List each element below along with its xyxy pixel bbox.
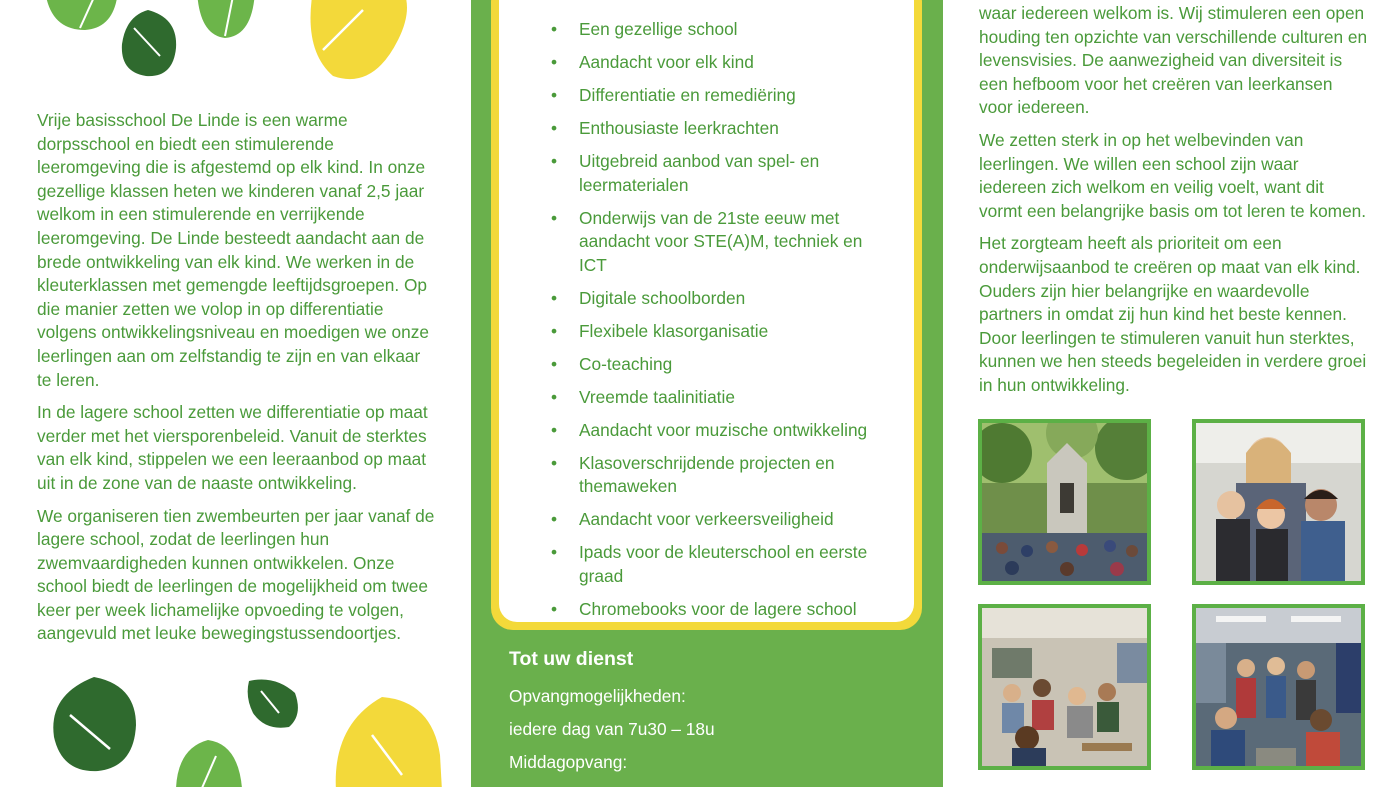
light-green-leaf-icon <box>172 738 244 787</box>
list-item: • Ipads voor de kleuterschool en eerste graad <box>551 541 891 588</box>
children-group-photo <box>1192 419 1365 585</box>
right-column <box>943 0 1400 787</box>
dark-green-leaf-icon <box>118 8 180 80</box>
right-paragraph: waar iedereen welkom is. Wij stimuleren een open houding ten opzichte van verschillende culturen en levensvisies. De aanwezigheid van diversiteit is een hefboom voor het creëren van leerkansen voor iedereen. <box>979 3 1368 118</box>
dark-green-leaf-icon <box>245 675 301 731</box>
light-green-leaf-icon <box>195 0 257 42</box>
chapel-in-woods-photo <box>978 419 1151 585</box>
list-item: • Klasoverschrijdende projecten en themaweken <box>551 452 891 499</box>
list-item: • Aandacht voor elk kind <box>551 51 891 75</box>
features-card-inner <box>499 0 914 622</box>
right-paragraph: We zetten sterk in op het welbevinden van leerlingen. We willen een school zijn waar iedereen zich welkom en veilig voelt, want dit vormt een belangrijke basis om tot leren te komen. <box>979 129 1367 221</box>
opvang-label: Opvangmogelijkheden: <box>509 686 686 706</box>
classroom-photo <box>978 604 1151 770</box>
middle-green-panel <box>471 0 943 787</box>
middag-label: Middagopvang: <box>509 752 628 772</box>
list-item: • Digitale schoolborden <box>551 287 891 311</box>
yellow-leaf-icon <box>332 695 444 787</box>
train-trip-photo <box>1192 604 1365 770</box>
list-item: • Enthousiaste leerkrachten <box>551 117 891 141</box>
service-section <box>509 648 909 784</box>
yellow-leaf-icon <box>303 0 413 84</box>
list-item: • Aandacht voor muzische ontwikkeling <box>551 419 891 443</box>
opvang-hours: iedere dag van 7u30 – 18u <box>509 719 715 739</box>
list-item: • Co-teaching <box>551 353 891 377</box>
service-title: Tot uw dienst <box>509 648 634 670</box>
list-item: • Flexibele klasorganisatie <box>551 320 891 344</box>
right-paragraph: Het zorgteam heeft als prioriteit om een onderwijsaanbod te creëren op maat van elk kind. Ouders zijn hier belangrijke en waardevolle partners in omdat zij hun kind het beste kennen. Door leerlingen te stimuleren vanuit hun sterktes, kunnen we hen steeds begeleiden in verdere groei in hun ontwikkeling. <box>979 233 1367 395</box>
intro-paragraph: We organiseren tien zwembeurten per jaar vanaf de lagere school, zodat de leerlingen hun zwemvaardigheden kunnen ontwikkelen. Onze school biedt de leerlingen de mogelijkheid om twee keer per week lichamelijke opvoeding te volgen, aangevuld met leuke bewegingstussendoortjes. <box>37 505 435 644</box>
feature-list <box>551 18 891 631</box>
intro-paragraph: In de lagere school zetten we differentiatie op maat verder met het viersporenbeleid. Vanuit de sterktes van elk kind, stippelen we een leeraanbod op maat uit in de zone van de naaste ontwikkeling. <box>37 402 428 493</box>
list-item: • Chromebooks voor de lagere school <box>551 598 891 622</box>
right-text <box>979 2 1369 407</box>
list-item: • Een gezellige school <box>551 18 891 42</box>
list-item: • Aandacht voor verkeersveiligheid <box>551 508 891 532</box>
left-column <box>0 0 470 787</box>
list-item: • Vreemde taalinitiatie <box>551 386 891 410</box>
list-item: • Onderwijs van de 21ste eeuw met aandacht voor STE(A)M, techniek en ICT <box>551 207 891 278</box>
list-item: • Uitgebreid aanbod van spel- en leermaterialen <box>551 150 891 197</box>
dark-green-leaf-icon <box>48 675 140 775</box>
features-card <box>491 0 922 630</box>
intro-text <box>37 109 437 655</box>
intro-paragraph: Vrije basisschool De Linde is een warme dorpsschool en biedt een stimulerende leeromgeving die is afgestemd op elk kind. In onze gezellige klassen heten we kinderen vanaf 2,5 jaar welkom in een stimulerende en verrijkende leeromgeving. De Linde besteedt aandacht aan de brede ontwikkeling van elk kind. We werken in de kleuterklassen met gemengde leeftijdsgroepen. Op die manier zetten we volop in op differentiatie volgens ontwikkelingsniveau en moedigen we onze leerlingen aan om zelfstandig te zijn en van elkaar te leren. <box>37 110 429 390</box>
list-item: • Differentiatie en remediëring <box>551 84 891 108</box>
light-green-leaf-icon <box>40 0 120 40</box>
